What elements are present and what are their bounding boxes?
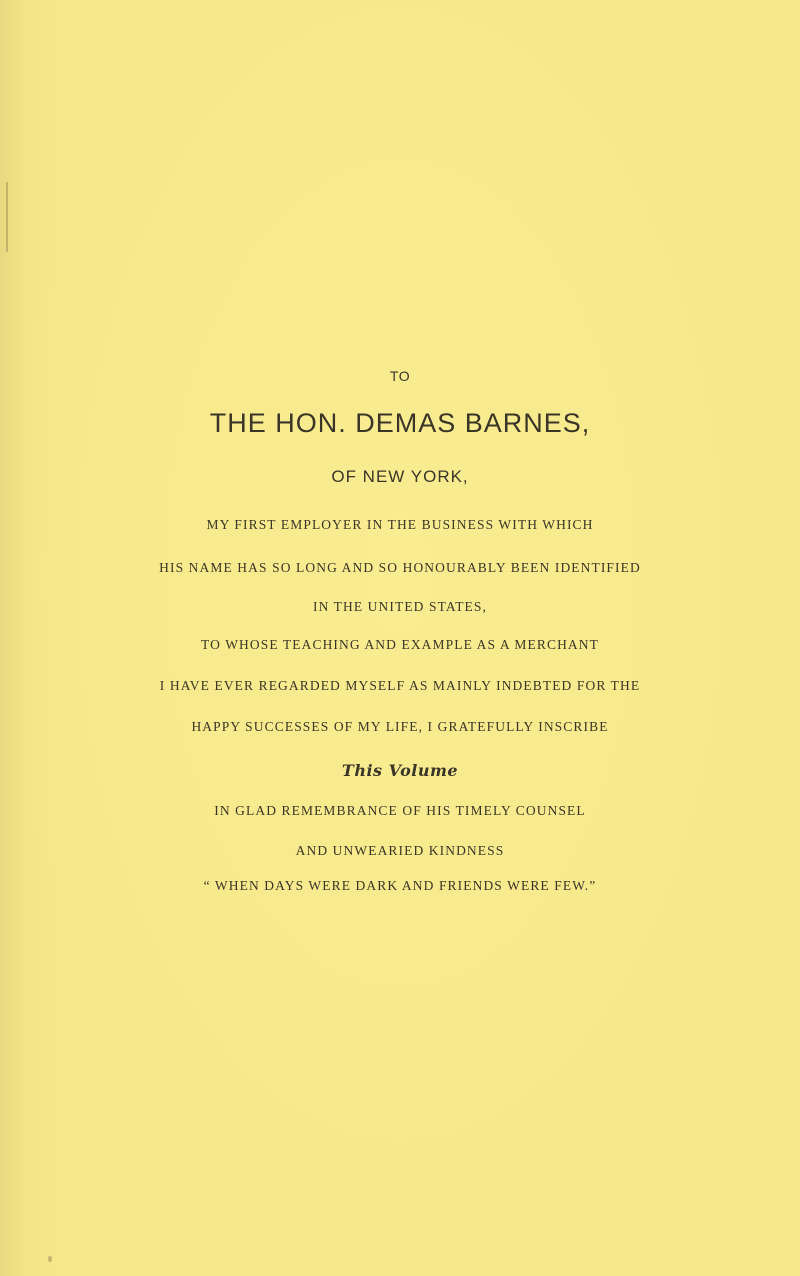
closing-line: AND UNWEARIED KINDNESS (295, 843, 505, 858)
dedication-line: I HAVE EVER REGARDED MYSELF AS MAINLY INDEBTED FOR THE (159, 678, 641, 693)
dedicatee-place: OF NEW YORK, (331, 467, 469, 486)
closing-quote: “ WHEN DAYS WERE DARK AND FRIENDS WERE FEW.” (203, 878, 597, 893)
paper-mark (6, 182, 8, 252)
dedication-line: TO WHOSE TEACHING AND EXAMPLE AS A MERCHANT (201, 637, 599, 652)
dedicatee-name: THE HON. DEMAS BARNES, (209, 408, 591, 438)
volume-blackletter: This Volume (341, 761, 459, 780)
dedication-line: HIS NAME HAS SO LONG AND SO HONOURABLY BEEN IDENTIFIED (159, 560, 641, 575)
dedication-line: IN THE UNITED STATES, (312, 599, 487, 614)
dedication-line: HAPPY SUCCESSES OF MY LIFE, I GRATEFULLY INSCRIBE (191, 719, 609, 734)
dedication-line: MY FIRST EMPLOYER IN THE BUSINESS WITH WHICH (206, 517, 594, 532)
paper-mark (48, 1256, 52, 1262)
dedication-to: TO (389, 368, 411, 384)
closing-line: IN GLAD REMEMBRANCE OF HIS TIMELY COUNSEL (214, 803, 586, 818)
